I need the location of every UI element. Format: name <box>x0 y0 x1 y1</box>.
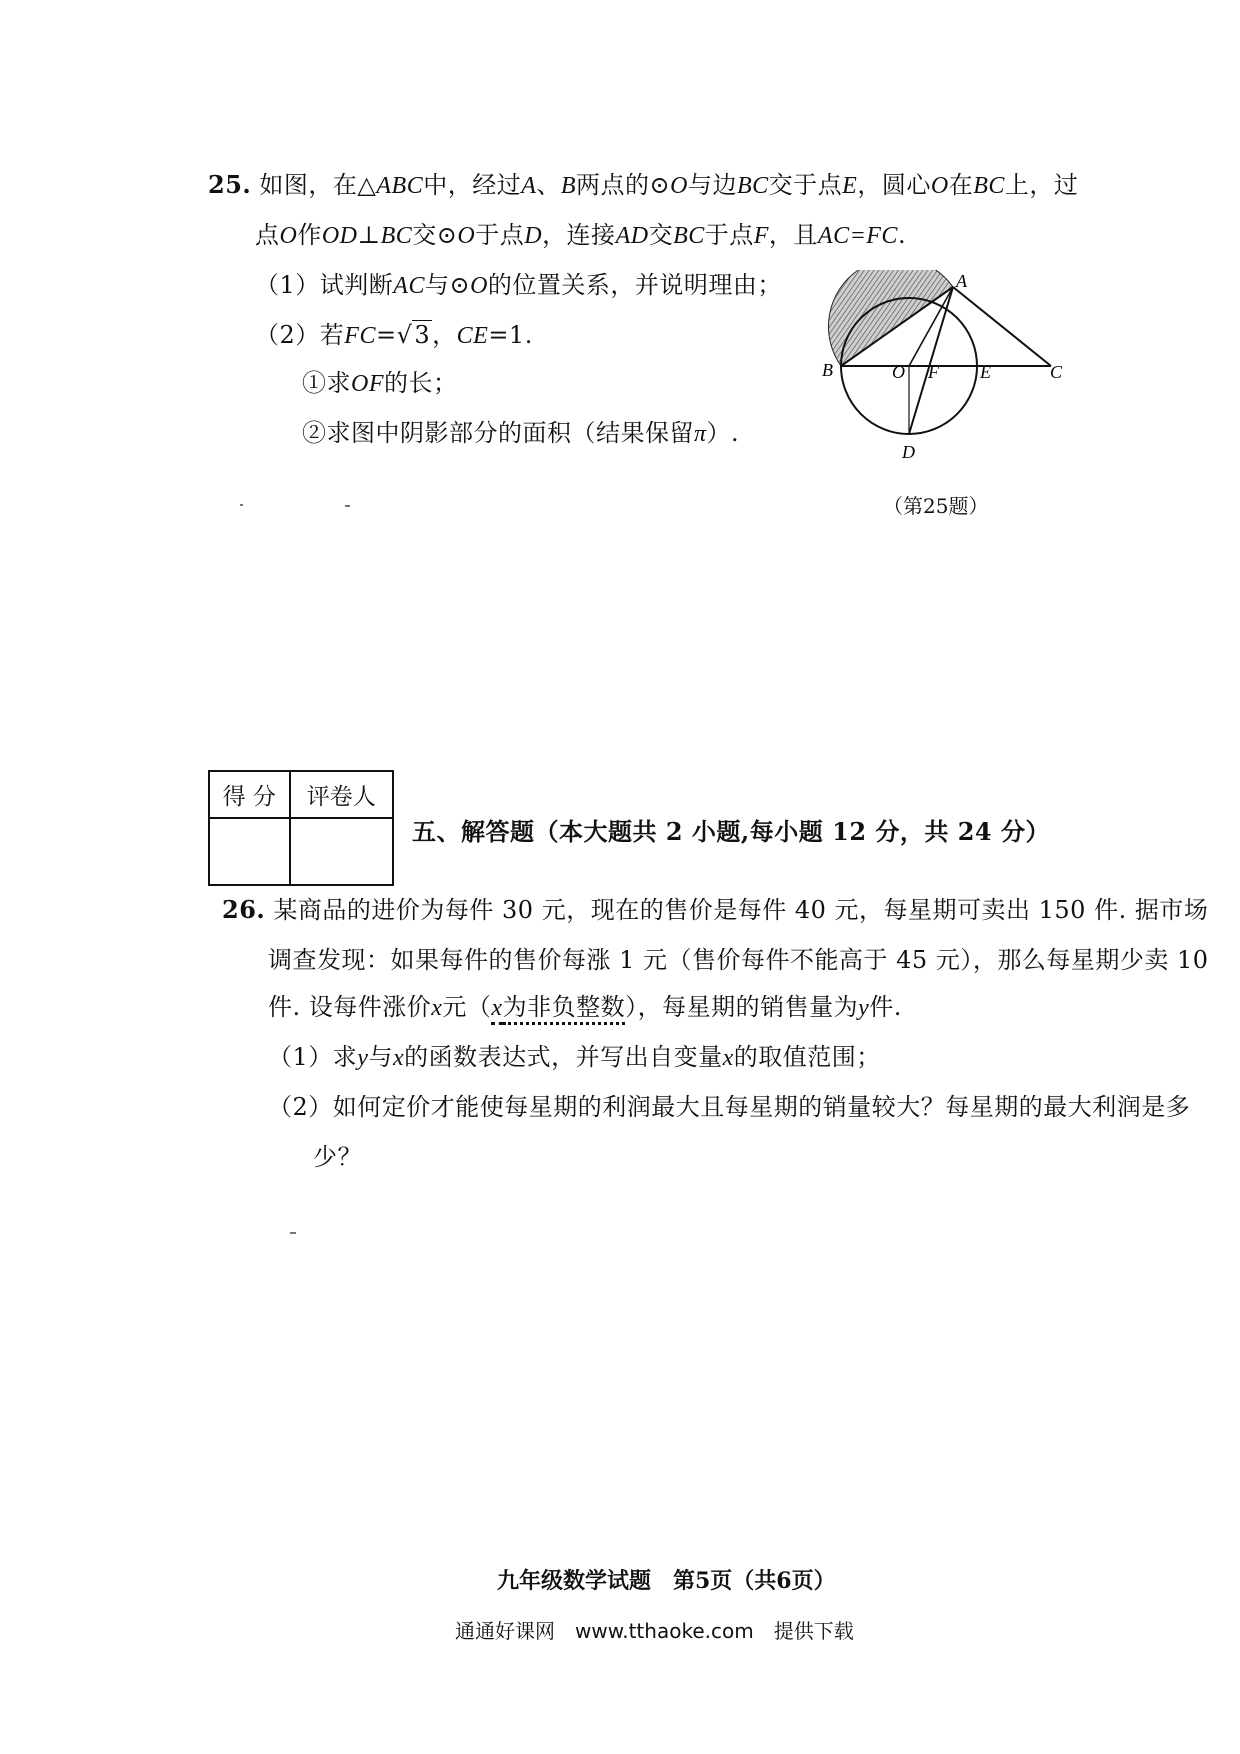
label-c: C <box>1050 362 1063 382</box>
q26-line1: 26. 某商品的进价为每件 30 元，现在的售价是每件 40 元，每星期可卖出 150 件. 据市场 <box>222 895 1209 924</box>
label-a: A <box>956 271 967 291</box>
page-footer: 九年级数学试题 第5页（共6页） <box>497 1568 836 1594</box>
q25-part2: （2）若FC=√3，CE=1. <box>255 318 533 353</box>
q25-sub1: ①求OF的长； <box>302 369 458 397</box>
score-header: 得 分 <box>209 771 290 818</box>
figure-caption: （第25题） <box>883 494 989 518</box>
score-table <box>208 770 394 886</box>
q26-part1: （1）求y与x的函数表达式，并写出自变量x的取值范围； <box>268 1043 881 1071</box>
segment-ac <box>953 287 1051 366</box>
sqrt-symbol: √3 <box>396 321 431 349</box>
q26-line2: 调查发现：如果每件的售价每涨 1 元（售价每件不能高于 45 元），那么每星期少卖 10 <box>268 946 1209 974</box>
score-cell[interactable] <box>209 818 290 885</box>
q26-line3: 件. 设每件涨价x元（x为非负整数），每星期的销售量为y件. <box>268 990 902 1025</box>
q25-sub2: ②求图中阴影部分的面积（结果保留π）. <box>302 419 740 447</box>
label-o: O <box>892 362 905 382</box>
label-f: F <box>928 362 939 382</box>
grader-header: 评卷人 <box>290 771 393 818</box>
q25-part1: （1）试判断AC与⊙O的位置关系，并说明理由； <box>255 271 782 299</box>
label-e: E <box>980 362 991 382</box>
grader-cell[interactable] <box>290 818 393 885</box>
q26-part2-cont: 少？ <box>313 1143 362 1171</box>
scan-speck <box>290 1232 296 1234</box>
q26-part2: （2）如何定价才能使每星期的利润最大且每星期的销量较大？每星期的最大利润是多 <box>268 1093 1191 1121</box>
q25-geometry-figure <box>820 270 1080 480</box>
scan-speck <box>345 505 350 507</box>
scan-speck <box>240 504 243 506</box>
label-b: B <box>822 360 833 380</box>
watermark: 通通好课网 www.tthaoke.com 提供下载 <box>455 1619 854 1643</box>
q25-line2: 点O作OD⊥BC交⊙O于点D，连接AD交BC于点F，且AC=FC. <box>255 221 907 249</box>
q25-line1: 25. 如图，在△ABC中，经过A、B两点的⊙O与边BC交于点E，圆心O在BC上，过 <box>208 170 1079 199</box>
section-title: 五、解答题（本大题共 2 小题,每小题 12 分，共 24 分） <box>412 817 1050 846</box>
label-d: D <box>902 442 915 462</box>
